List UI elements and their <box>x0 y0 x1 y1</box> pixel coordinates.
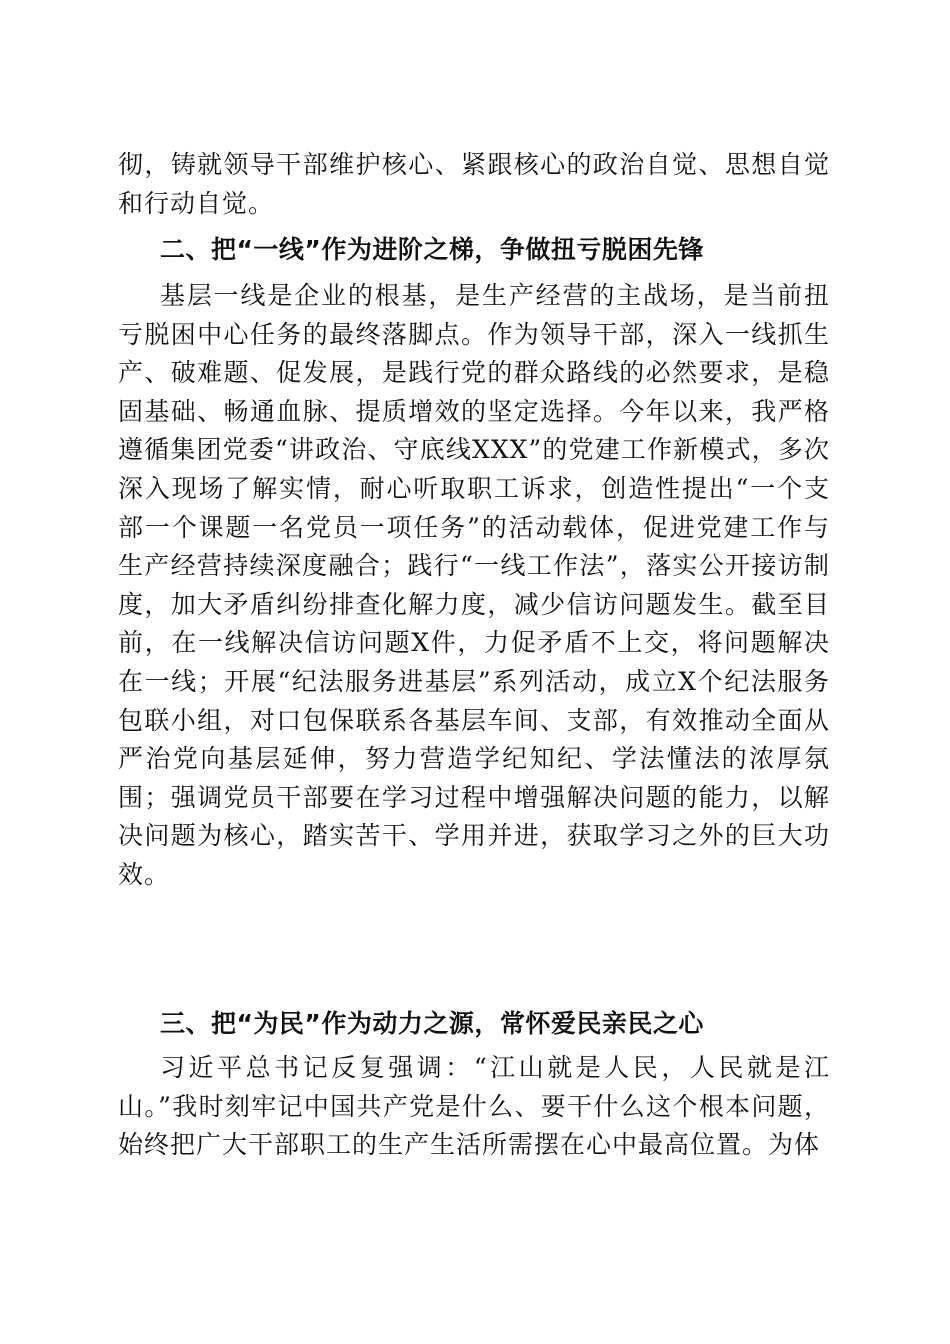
section-heading-3: 三、把“为民”作为动力之源，常怀爱民亲民之心 <box>160 1009 704 1038</box>
paragraph-section-3: 习近平总书记反复强调：“江山就是人民，人民就是江山。”我时刻牢记中国共产党是什么、要干什么这个根本问题，始终把广大干部职工的生产生活所需摆在心中最高位置。为体 <box>118 1053 830 1160</box>
paragraph-continuation: 彻，铸就领导干部维护核心、紧跟核心的政治自觉、思想自觉和行动自觉。 <box>118 150 830 218</box>
section-heading-2: 二、把“一线”作为进阶之梯，争做扭亏脱困先锋 <box>160 235 704 264</box>
paragraph-section-2: 基层一线是企业的根基，是生产经营的主战场，是当前扭亏脱困中心任务的最终落脚点。作为领导干部，深入一线抓生产、破难题、促发展，是践行党的群众路线的必然要求，是稳固基础、畅通血脉、提质增效的坚定选择。今年以来，我严格遵循集团党委“讲政治、守底线XXX”的党建工作新模式，多次深入现场了解实情，耐心听取职工诉求，创造性提出“一个支部一个课题一名党员一项任务”的活动载体，促进党建工作与生产经营持续深度融合；践行“一线工作法”，落实公开接访制度，加大矛盾纠纷排查化解力度，减少信访问题发生。截至目前，在一线解决信访问题X件，力促矛盾不上交，将问题解决在一线；开展“纪法服务进基层”系列活动，成立X个纪法服务包联小组，对口包保联系各基层车间、支部，有效推动全面从严治党向基层延伸，努力营造学纪知纪、学法懂法的浓厚氛围；强调党员干部要在学习过程中增强解决问题的能力，以解决问题为核心，踏实苦干、学用并进，获取学习之外的巨大功效。 <box>118 281 830 889</box>
